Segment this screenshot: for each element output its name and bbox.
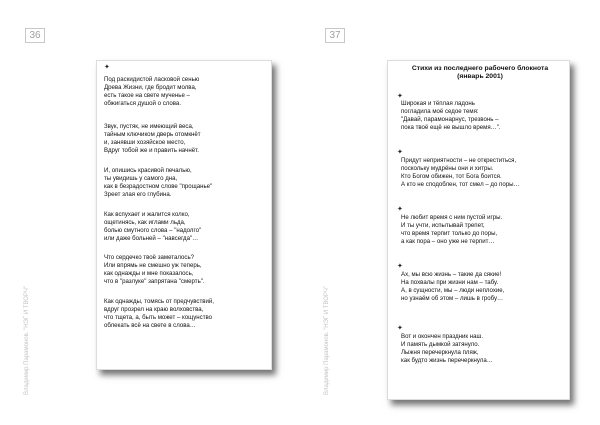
poem-card-left bbox=[96, 60, 272, 370]
stanza: Вот и окончен праздник наш. И память дымкой затянуло. Лыжня перечеркнула пляж, как будто жизнь перечеркнула… bbox=[401, 333, 493, 364]
side-caption-left bbox=[22, 270, 34, 410]
stanza: Ах, мы всю жизнь – такие да сякие! На похвалы при жизни нам – табу. А, в сущности, мы – люди неплохие, но узнаём об этом – лишь в гробу… bbox=[401, 271, 505, 302]
section-title: Стихи из последнего рабочего блокнота (январь 2001) bbox=[411, 65, 549, 81]
stanza: Что сердечко твоё заметалось? Или впрямь не смешно уж теперь, как однажды и мне показалось, что в "разлуке" запрятана "смерть". bbox=[104, 254, 205, 285]
stanza: Как однажды, томясь от предчувствий, вдруг прозрел на краю волховства, что тщета, а, быть может – кощунство облекать всё на свете в слова… bbox=[104, 298, 214, 329]
side-caption-right-text: Владимир Парамонов. "НЭГ И ТВОРЧ" bbox=[324, 285, 330, 395]
stanza: Под раскидистой ласковой сенью Древа Жизни, где бродит молва, есть такое на свете мученье – обжигаться душой о слова. bbox=[104, 76, 200, 107]
side-caption-left-text: Владимир Парамонов. "НЭГ И ТВОРЧ" bbox=[24, 285, 30, 395]
stanza: Широкая и тёплая ладонь погладила моё седое темя: "Давай, парамонарнуc, трезвонь – пока твоё ещё не вышло время…". bbox=[401, 100, 501, 131]
stanza: Как вспухает и жалится колко, ощетинясь, как иглами льда, болью смутного слова – "надолго" или даже больней – "навсегда"… bbox=[104, 211, 202, 242]
page-number-right: 37 bbox=[325, 28, 345, 43]
page-number-left: 36 bbox=[25, 28, 45, 43]
stanza: И, опишись красивой печалью, ты увидишь у самого дна, как в безрадостном слове "прощанье" Зреет злая его глубина. bbox=[104, 167, 213, 198]
stanza: Придут неприятности – не откреститься, поскольку мудрёны они и хитры. Кто Богом обижен, тот Бога боится. А кто не сподоблен, тот смел – до поры… bbox=[401, 157, 520, 188]
side-caption-right bbox=[322, 270, 334, 410]
bullet-icon: ✦ bbox=[104, 64, 110, 71]
bullet-icon: ✦ bbox=[397, 93, 403, 100]
bullet-icon: ✦ bbox=[397, 263, 403, 270]
bullet-icon: ✦ bbox=[397, 149, 403, 156]
stanza: Не любит время с ним пустой игры. И ты учти, испытывай трепет, что время терпит только до поры, а как пора – оно уже не терпит… bbox=[401, 214, 503, 245]
stanza: Звук, пустяк, не имеющий веса, тайным ключиком дверь отомкнёт и, занявши хозяйское место, Вдруг тобой же и править начнёт. bbox=[104, 123, 201, 154]
bullet-icon: ✦ bbox=[397, 206, 403, 213]
bullet-icon: ✦ bbox=[397, 325, 403, 332]
poem-card-right bbox=[387, 60, 570, 400]
